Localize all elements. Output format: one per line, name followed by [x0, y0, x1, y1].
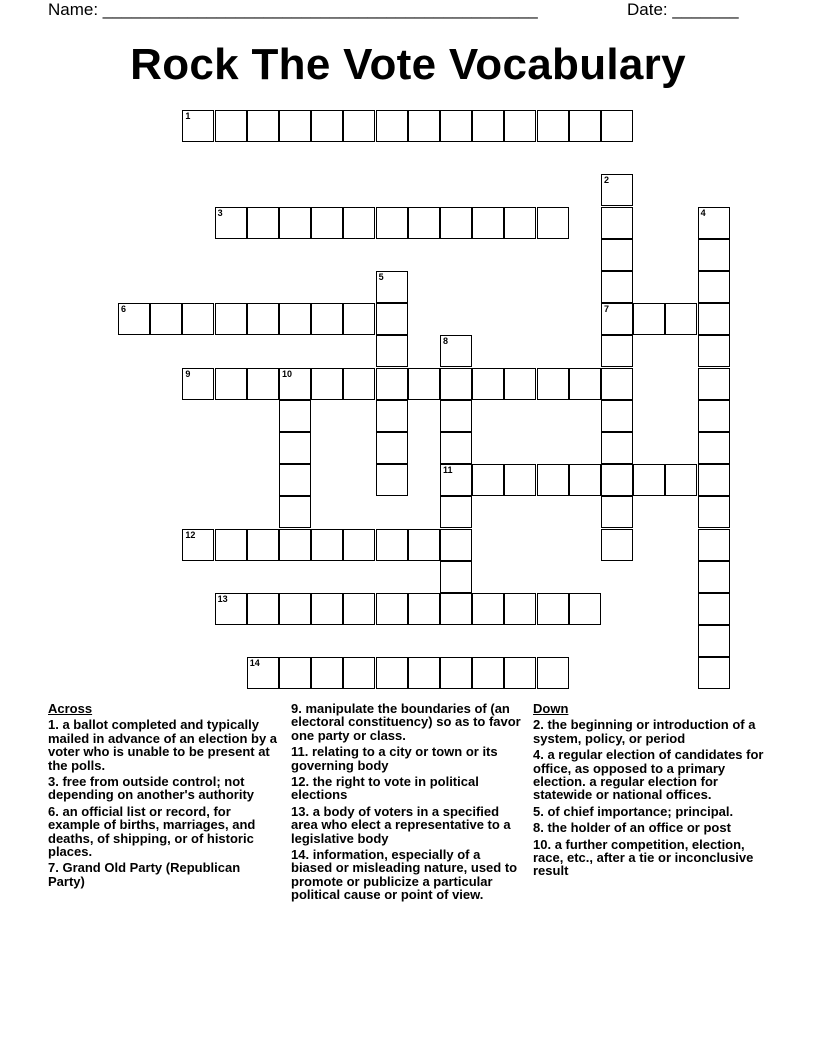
grid-cell[interactable] [247, 303, 279, 335]
clue-number: 10 [282, 368, 293, 379]
grid-cell[interactable] [311, 593, 343, 625]
grid-cell[interactable] [376, 303, 408, 335]
grid-cell[interactable] [601, 174, 633, 206]
clue-across: 1. a ballot completed and typically mailed in advance of an election by a voter who is unable to be present at the polls. [48, 717, 278, 773]
clue-number: 5 [378, 272, 384, 282]
grid-cell[interactable] [698, 464, 730, 496]
grid-cell[interactable] [215, 593, 247, 625]
clue-number: 13 [217, 594, 228, 604]
grid-cell[interactable] [247, 368, 279, 400]
clue-across: 13. a body of voters in a specified area who elect a representative to a legislative body [291, 803, 511, 846]
grid-cell[interactable] [215, 207, 247, 239]
grid-cell[interactable] [601, 335, 633, 367]
grid-cell[interactable] [472, 368, 504, 400]
grid-cell[interactable] [601, 400, 633, 432]
grid-cell[interactable] [376, 207, 408, 239]
grid-cell[interactable] [118, 303, 150, 335]
grid-cell[interactable] [698, 335, 730, 367]
grid-cell[interactable] [698, 561, 730, 593]
grid-cell[interactable] [408, 593, 440, 625]
clue-down: 5. of chief importance; principal. [533, 803, 734, 819]
grid-cell[interactable] [440, 432, 472, 464]
grid-cell[interactable] [376, 368, 408, 400]
grid-cell[interactable] [311, 657, 343, 689]
grid-cell[interactable] [182, 529, 214, 561]
clue-down: 2. the beginning or introduction of a system, policy, or period [533, 717, 756, 746]
grid-cell[interactable] [247, 657, 279, 689]
grid-cell[interactable] [440, 561, 472, 593]
grid-cell[interactable] [698, 657, 730, 689]
grid-cell[interactable] [376, 271, 408, 303]
grid-cell[interactable] [698, 400, 730, 432]
across-clues-column-2 [291, 702, 524, 905]
grid-cell[interactable] [504, 368, 536, 400]
grid-cell[interactable] [537, 207, 569, 239]
grid-cell[interactable] [440, 207, 472, 239]
grid-cell[interactable] [633, 303, 665, 335]
grid-cell[interactable] [601, 368, 633, 400]
across-clues-column-1 [48, 702, 280, 891]
down-heading: Down [533, 701, 569, 716]
grid-cell[interactable] [279, 303, 311, 335]
grid-cell[interactable] [601, 207, 633, 239]
grid-cell[interactable] [569, 464, 601, 496]
clue-number: 8 [443, 336, 449, 347]
clue-number: 2 [604, 175, 610, 186]
grid-cell[interactable] [698, 207, 730, 239]
clue-down: 10. a further competition, election, race, etc., after a tie or inconclusive result [533, 836, 754, 879]
grid-cell[interactable] [343, 657, 375, 689]
grid-cell[interactable] [343, 207, 375, 239]
grid-cell[interactable] [698, 368, 730, 400]
grid-cell[interactable] [376, 335, 408, 367]
grid-cell[interactable] [343, 529, 375, 561]
grid-cell[interactable] [376, 464, 408, 496]
grid-cell[interactable] [247, 593, 279, 625]
grid-cell[interactable] [247, 110, 279, 142]
grid-cell[interactable] [569, 593, 601, 625]
grid-cell[interactable] [601, 303, 633, 335]
clue-number: 7 [604, 304, 610, 315]
grid-cell[interactable] [537, 464, 569, 496]
grid-cell[interactable] [311, 110, 343, 142]
grid-cell[interactable] [569, 368, 601, 400]
across-heading: Across [48, 701, 93, 716]
grid-cell[interactable] [376, 400, 408, 432]
grid-cell[interactable] [343, 593, 375, 625]
clue-across: 7. Grand Old Party (Republican Party) [48, 860, 241, 889]
grid-cell[interactable] [537, 593, 569, 625]
grid-cell[interactable] [376, 432, 408, 464]
grid-cell[interactable] [279, 657, 311, 689]
grid-cell[interactable] [215, 529, 247, 561]
grid-cell[interactable] [343, 368, 375, 400]
grid-cell[interactable] [504, 464, 536, 496]
grid-cell[interactable] [279, 110, 311, 142]
grid-cell[interactable] [504, 110, 536, 142]
grid-cell[interactable] [504, 207, 536, 239]
grid-cell[interactable] [440, 496, 472, 528]
clue-number: 14 [249, 658, 260, 669]
grid-cell[interactable] [665, 303, 697, 335]
grid-cell[interactable] [150, 303, 182, 335]
grid-cell[interactable] [279, 496, 311, 528]
grid-cell[interactable] [537, 657, 569, 689]
grid-cell[interactable] [279, 464, 311, 496]
grid-cell[interactable] [440, 464, 472, 496]
grid-cell[interactable] [311, 303, 343, 335]
grid-cell[interactable] [440, 529, 472, 561]
grid-cell[interactable] [698, 432, 730, 464]
name-line: Name: ______________________________________________ [48, 0, 538, 19]
clue-down: 8. the holder of an office or post [533, 820, 731, 836]
grid-cell[interactable] [472, 464, 504, 496]
grid-cell[interactable] [665, 464, 697, 496]
grid-cell[interactable] [182, 303, 214, 335]
grid-cell[interactable] [698, 303, 730, 335]
grid-cell[interactable] [601, 239, 633, 271]
grid-cell[interactable] [311, 529, 343, 561]
grid-cell[interactable] [601, 271, 633, 303]
grid-cell[interactable] [440, 400, 472, 432]
grid-cell[interactable] [343, 303, 375, 335]
clue-number: 4 [700, 207, 706, 218]
grid-cell[interactable] [182, 110, 214, 142]
grid-cell[interactable] [698, 496, 730, 528]
grid-cell[interactable] [215, 303, 247, 335]
grid-cell[interactable] [247, 529, 279, 561]
grid-cell[interactable] [279, 368, 311, 400]
grid-cell[interactable] [408, 368, 440, 400]
grid-cell[interactable] [247, 207, 279, 239]
grid-cell[interactable] [633, 464, 665, 496]
grid-cell[interactable] [440, 368, 472, 400]
grid-cell[interactable] [537, 110, 569, 142]
grid-cell[interactable] [601, 496, 633, 528]
clue-number: 12 [185, 529, 196, 540]
grid-cell[interactable] [601, 110, 633, 142]
grid-cell[interactable] [376, 593, 408, 625]
clue-across: 14. information, especially of a biased or misleading nature, used to promote or publicize a particular political cause or point of view. [291, 847, 518, 903]
grid-cell[interactable] [569, 110, 601, 142]
clue-number: 6 [121, 304, 127, 315]
grid-cell[interactable] [472, 110, 504, 142]
grid-cell[interactable] [537, 368, 569, 400]
grid-cell[interactable] [698, 625, 730, 657]
grid-cell[interactable] [504, 593, 536, 625]
clue-number: 9 [185, 368, 191, 379]
grid-cell[interactable] [440, 110, 472, 142]
grid-cell[interactable] [376, 529, 408, 561]
grid-cell[interactable] [279, 432, 311, 464]
grid-cell[interactable] [440, 657, 472, 689]
grid-cell[interactable] [279, 529, 311, 561]
grid-cell[interactable] [601, 432, 633, 464]
grid-cell[interactable] [215, 368, 247, 400]
grid-cell[interactable] [343, 110, 375, 142]
grid-cell[interactable] [215, 110, 247, 142]
grid-cell[interactable] [408, 657, 440, 689]
grid-cell[interactable] [182, 368, 214, 400]
grid-cell[interactable] [698, 239, 730, 271]
grid-cell[interactable] [698, 529, 730, 561]
clue-number: 3 [217, 207, 223, 218]
grid-cell[interactable] [408, 207, 440, 239]
grid-cell[interactable] [311, 207, 343, 239]
clue-across: 9. manipulate the boundaries of (an electoral constituency) so as to favor one party or class. [291, 701, 521, 743]
clue-across: 6. an official list or record, for example of births, marriages, and deaths, of shipping, or of historic places. [48, 803, 256, 860]
grid-cell[interactable] [472, 657, 504, 689]
grid-cell[interactable] [408, 110, 440, 142]
clue-number: 1 [185, 111, 191, 121]
grid-cell[interactable] [279, 593, 311, 625]
grid-cell[interactable] [472, 207, 504, 239]
grid-cell[interactable] [311, 368, 343, 400]
clue-across: 3. free from outside control; not depending on another's authority [48, 774, 255, 803]
grid-cell[interactable] [601, 464, 633, 496]
grid-cell[interactable] [440, 335, 472, 367]
page-title: Rock The Vote Vocabulary [130, 40, 686, 89]
grid-cell[interactable] [440, 593, 472, 625]
grid-cell[interactable] [698, 271, 730, 303]
grid-cell[interactable] [601, 529, 633, 561]
clue-across: 12. the right to vote in political elections [291, 774, 479, 803]
grid-cell[interactable] [376, 110, 408, 142]
grid-cell[interactable] [472, 593, 504, 625]
clue-down: 4. a regular election of candidates for office, as opposed to a primary election. a regular election for statewide or national offices. [533, 747, 764, 803]
grid-cell[interactable] [698, 593, 730, 625]
grid-cell[interactable] [279, 400, 311, 432]
down-clues-column [533, 702, 769, 881]
grid-cell[interactable] [376, 657, 408, 689]
clue-across: 11. relating to a city or town or its governing body [291, 744, 498, 773]
grid-cell[interactable] [279, 207, 311, 239]
date-line: Date: _______ [627, 0, 739, 19]
grid-cell[interactable] [504, 657, 536, 689]
clue-number: 11 [443, 465, 453, 476]
grid-cell[interactable] [408, 529, 440, 561]
